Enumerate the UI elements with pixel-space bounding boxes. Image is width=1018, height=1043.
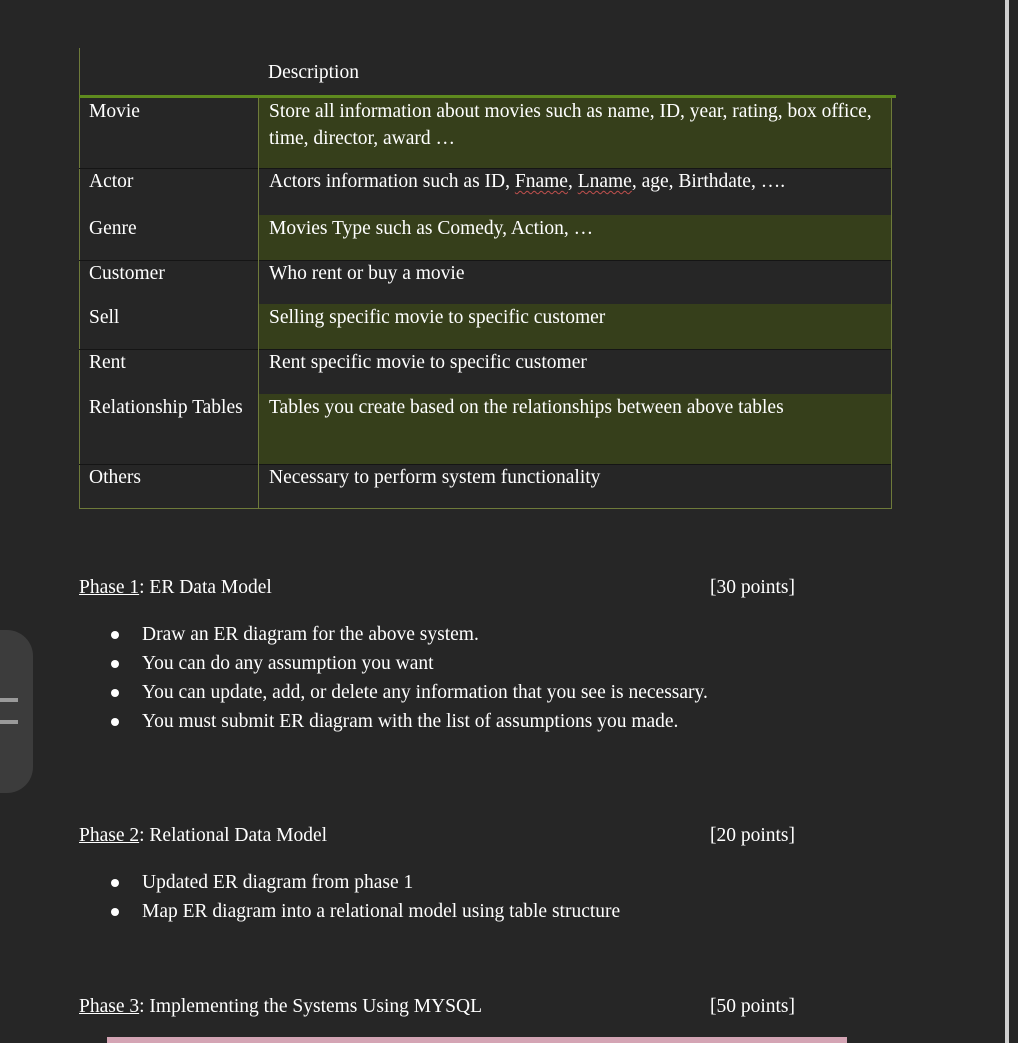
side-panel-handle[interactable] xyxy=(0,630,33,793)
window-edge-bar xyxy=(1005,0,1009,1043)
description-cell: Who rent or buy a movie xyxy=(269,263,465,284)
list-item: You can do any assumption you want xyxy=(108,649,708,678)
table-row xyxy=(79,304,892,349)
phase-points: [20 points] xyxy=(709,825,795,846)
description-cell: Movies Type such as Comedy, Action, … xyxy=(269,218,594,239)
phase-points: [30 points] xyxy=(709,577,795,598)
header-rule xyxy=(79,95,896,98)
table-row xyxy=(79,394,892,464)
entity-cell: Rent xyxy=(89,352,126,373)
entity-cell: Others xyxy=(89,467,141,488)
table-row xyxy=(79,168,892,215)
entity-cell: Sell xyxy=(89,307,120,328)
list-item: Map ER diagram into a relational model using table structure xyxy=(108,897,620,926)
phase-label: Phase 2 xyxy=(79,825,140,846)
description-cell: Tables you create based on the relationships between above tables xyxy=(269,397,784,418)
description-cell: Rent specific movie to specific customer xyxy=(269,352,587,373)
table-row xyxy=(79,464,892,508)
description-cell: Selling specific movie to specific customer xyxy=(269,307,606,328)
list-item: You must submit ER diagram with the list of assumptions you made. xyxy=(108,707,708,736)
handle-grip-icon xyxy=(0,698,18,702)
list-item: You can update, add, or delete any information that you see is necessary. xyxy=(108,678,708,707)
phase-title: : Implementing the Systems Using MYSQL xyxy=(139,996,482,1017)
list-item: Updated ER diagram from phase 1 xyxy=(108,868,620,897)
entity-cell: Actor xyxy=(89,171,134,192)
entities-table xyxy=(79,48,892,509)
page-edge-strip xyxy=(107,1037,847,1043)
entity-cell: Customer xyxy=(89,263,165,284)
table-header-description: Description xyxy=(268,61,359,83)
phase-points: [50 points] xyxy=(709,996,795,1017)
phase-label: Phase 1 xyxy=(79,577,140,598)
entity-cell: Movie xyxy=(89,101,140,122)
table-row xyxy=(79,260,892,304)
table-row xyxy=(79,215,892,260)
phase-1-bullets xyxy=(108,620,708,736)
phase-2-bullets xyxy=(108,868,620,926)
phase-title: : ER Data Model xyxy=(139,577,272,598)
phase-1-heading xyxy=(79,575,795,601)
phase-label: Phase 3 xyxy=(79,996,140,1017)
phase-3-heading xyxy=(79,994,795,1020)
table-row xyxy=(79,349,892,394)
entity-cell: Relationship Tables xyxy=(89,397,243,418)
spellcheck-word: Fname xyxy=(514,171,568,192)
table-row xyxy=(79,98,892,168)
spellcheck-word: Lname xyxy=(577,171,632,192)
handle-grip-icon xyxy=(0,720,18,724)
phase-title: : Relational Data Model xyxy=(139,825,328,846)
entity-cell: Genre xyxy=(89,218,137,239)
description-cell: Actors information such as ID, Fname, Lname, age, Birthdate, …. xyxy=(269,171,786,192)
description-cell: Necessary to perform system functionality xyxy=(269,467,601,488)
list-item: Draw an ER diagram for the above system. xyxy=(108,620,708,649)
description-cell: Store all information about movies such as name, ID, year, rating, box office, time, director, award … xyxy=(269,101,872,149)
phase-2-heading xyxy=(79,823,795,849)
